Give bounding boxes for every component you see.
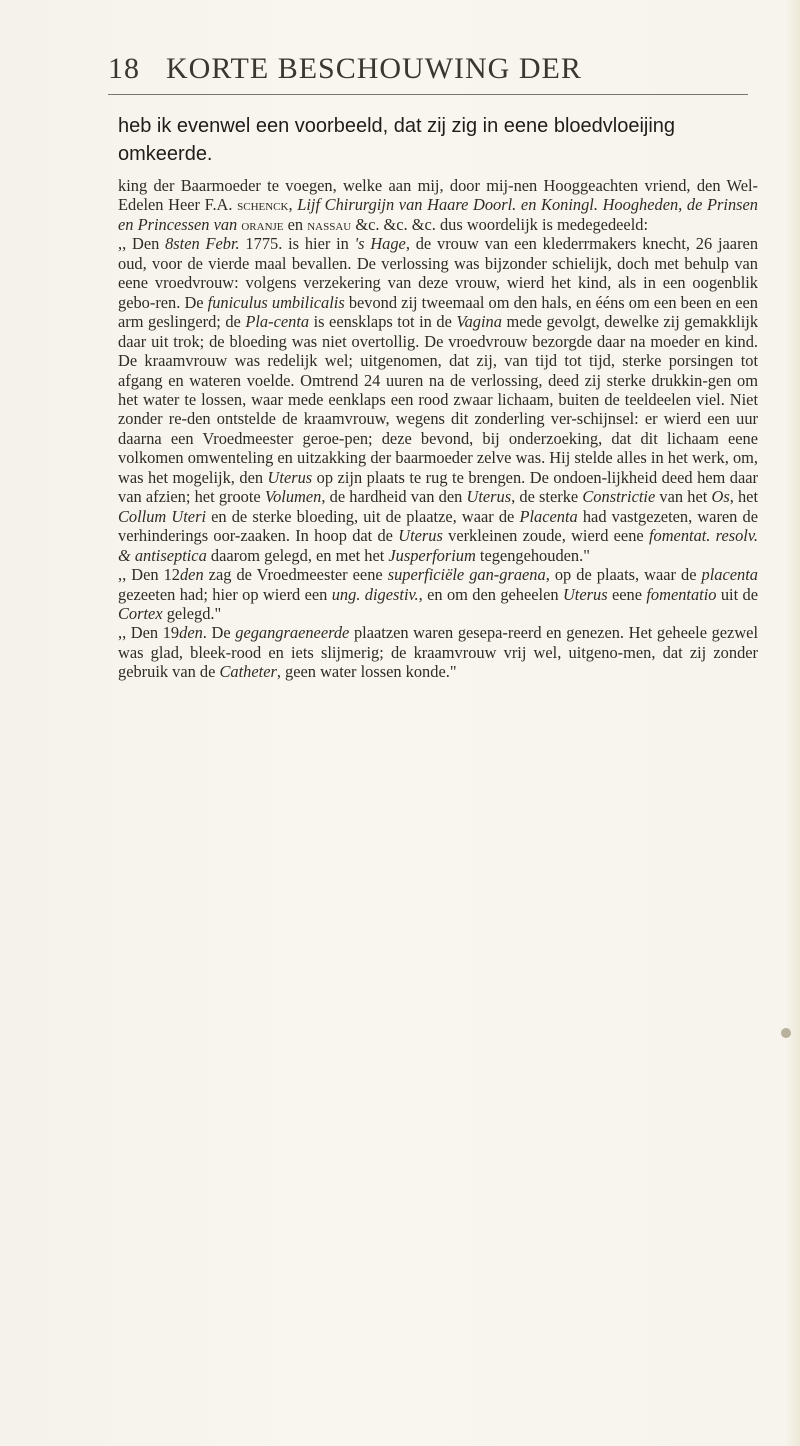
running-header [108,52,748,96]
text-run-italic: Os [711,487,730,507]
body-text [118,176,758,682]
paragraph-4 [118,623,758,681]
text-run-italic: fomentat. resolv. & antiseptica [118,526,759,565]
text-run-italic: Catheter [219,662,277,682]
text-run: ,, Den 12 [118,565,180,585]
text-run: eene [607,584,647,604]
text-run: ,, Den 19 [118,623,180,643]
text-run-italic: 8sten Febr. [165,234,240,254]
text-run-italic: den [179,565,204,585]
text-run: en de sterke bloeding, uit de plaatze, waar de [206,506,520,526]
text-run-italic: Pla-centa [245,312,310,332]
text-run-italic: Uterus [562,584,608,604]
text-run: daarom gelegd, en met het [206,545,389,565]
text-run: , en om den geheelen [418,584,563,604]
header-rule [108,94,748,95]
text-run: , op de plaats, waar de [545,565,702,585]
text-run: , de sterke [511,487,583,507]
text-run: ,, Den [118,234,166,254]
text-run: plaatzen waren gesepa-reerd en genezen. Het geheele gezwel was glad, bleek-rood en iets slijmerig; de kraamvrouw vrij wel, uitgeno-men, dat zij zonder gebruik van de [118,623,758,682]
text-run-italic: superficiële gan-graena [387,565,546,585]
text-run: uit de [716,584,759,604]
paragraph-1 [118,176,758,234]
text-run: mede gevolgt, dewelke zij gemakklijk daar uit trok; de bloeding was niet overtollig. De vroedvrouw bezorgde daar na moeder en kind. De kraamvrouw was redelijk wel; uitgenomen, dat zij, van tijd tot tijd, sterke porsingen tot afgang en wateren voelde. Omtrend 24 uuren na de verlossing, deed zij sterke drukkin-gen om het water te lossen, waar mede eenklaps een rood zwaar lichaam, buiten de teeldeelen viel. Niet zonder re-den ontstelde de kraamvrouw, wegens dit zonderling ver-schijnsel: er wierd een uur daarna een Vroedmeester geroe-pen; deze bevond, bij onderzoeking, dat dit lichaam eene volkomen omwenteling en uitzakking der baarmoeder zelve was. Hij stelde alles in het werk, om, was het mogelijk, den [118,312,759,487]
text-run: , het [729,487,759,507]
text-run-italic: Cortex [118,603,163,623]
text-run-italic: Jusperforium [388,545,476,565]
text-run: gelegd." [162,603,222,623]
text-run-name: schenck [237,195,289,215]
text-run: bevond zij tweemaal om den hals, en ééns om een been en een arm geslingerd; de [118,292,759,332]
text-run: 1775. is hier in [239,234,355,254]
text-run-italic: placenta [701,565,758,585]
text-run: gezeeten had; hier op wierd een [118,584,332,604]
text-run-italic: den [179,623,203,643]
text-run-italic: Vagina [456,312,502,332]
text-run: en [283,214,308,234]
paragraph-3 [118,565,758,623]
text-run-italic: funiculus umbilicalis [207,292,345,312]
text-run-italic: ung. digestiv. [331,584,419,604]
text-run: , de hardheid van den [321,487,467,507]
text-run: . De [202,623,236,643]
text-run: , geen water lossen konde." [276,662,457,682]
text-run-italic: Uterus [398,526,443,546]
text-run: , [288,195,298,215]
text-run-italic: Constrictie [582,487,656,507]
text-run: , de vrouw van een klederrmakers knecht, 26 jaaren oud, voor de vierde maal bevallen. De verlossing was bijzonder schielijk, doch met behulp van eene vroedvrouw: volgens verzekering van deze vrouw, wierd het kind, als in een oogenblik gebo-ren. De [118,234,759,312]
text-run-italic: Collum Uteri [118,506,206,526]
text-run-italic: Volumen [264,487,322,507]
text-run-name: nassau [307,214,352,234]
text-run: is eensklaps tot in de [309,312,457,332]
text-run: verkleinen zoude, wierd eene [442,526,649,546]
paper-speck [781,1028,791,1038]
page-edge-shade [785,0,800,1446]
intro-text: heb ik evenwel een voorbeeld, dat zij zig in eene bloedvloeijing omkeerde. [118,115,676,165]
text-run-italic: fomentatio [646,584,717,604]
text-run-italic: Uterus [466,487,512,507]
page-number: 18 [108,52,140,85]
text-run: van het [655,487,712,507]
text-run-italic: gegangraeneerde [235,623,350,643]
text-run-italic: Uterus [267,467,313,487]
text-run: tegengehouden." [475,545,590,565]
paragraph-2 [118,234,758,565]
text-run: zag de Vroedmeester eene [203,565,388,585]
text-run-name: oranje [241,214,284,234]
text-run-italic: Lijf Chirurgijn van Haare Doorl. en Koningl. Hoogheden, de Prinsen en Princessen van [118,195,758,234]
text-run: &c. &c. &c. dus woordelijk is medegedeeld: [351,214,648,234]
text-run-italic: 's Hage [354,234,406,254]
text-run: op zijn plaats te rug te brengen. De ondoen-lijkheid deed hem daar van afzien; het groote [118,467,758,507]
text-run-italic: Placenta [519,506,578,526]
running-title: KORTE BESCHOUWING DER [166,52,582,85]
text-run: had vastgezeten, waren de verhinderings oor-zaaken. In hoop dat de [118,506,758,546]
text-run: king der Baarmoeder te voegen, welke aan mij, door mij-nen Hooggeachten vriend, den Wel-Edelen Heer F.A. [118,176,758,215]
